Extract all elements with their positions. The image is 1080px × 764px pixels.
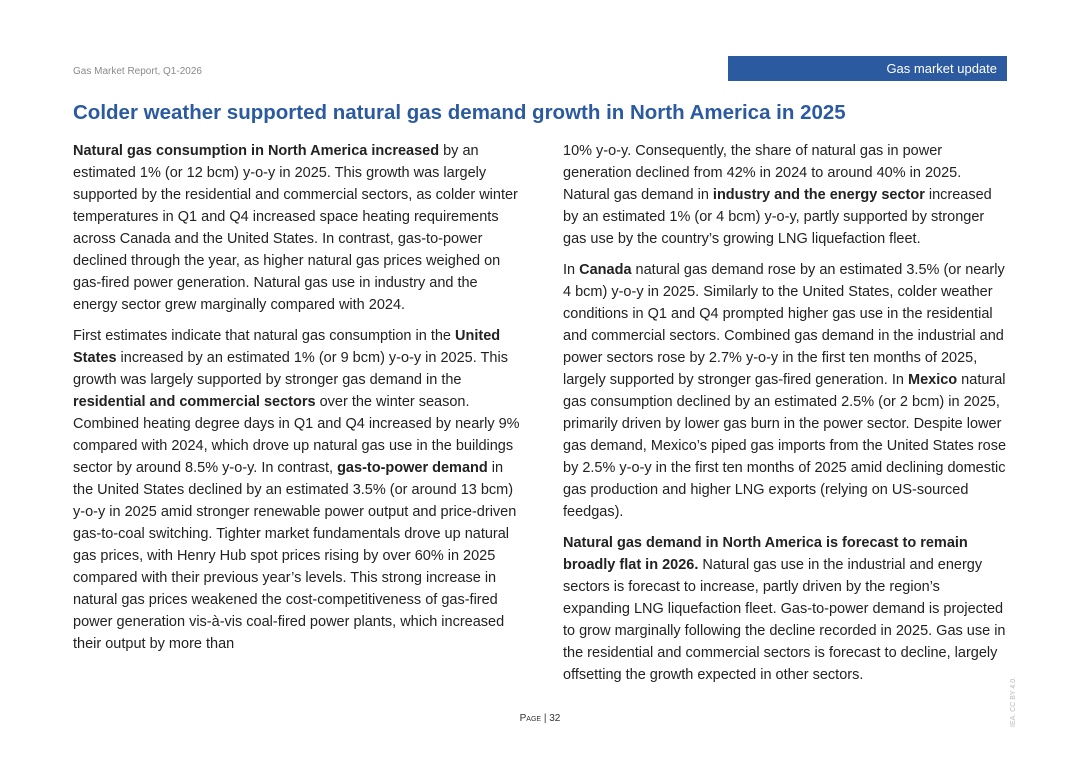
paragraph-text: over the winter season. Combined heating degree days in Q1 and Q4 increased by nearly 9% compared with 2024, which drove up natural gas use in the buildings sector by around 8.5% y-o-y. In contrast,: [73, 394, 520, 476]
page-number-value: 32: [549, 713, 561, 724]
bold-phrase: residential and commercial sectors: [73, 394, 316, 410]
paragraph-canada-mexico: [563, 259, 1010, 523]
page-separator: |: [541, 713, 550, 724]
paragraph-text: First estimates indicate that natural gas consumption in the: [73, 328, 456, 344]
paragraph-united-states: [73, 325, 523, 655]
bold-phrase: United States: [73, 328, 501, 366]
page-title: Colder weather supported natural gas demand growth in North America in 2025: [73, 101, 846, 124]
page-label: Page: [519, 713, 542, 724]
paragraph-text: In: [563, 262, 580, 278]
bold-phrase: Mexico: [907, 372, 958, 388]
paragraph-text: natural gas demand rose by an estimated 3.5% (or nearly 4 bcm) y-o-y in 2025. Similarly to the United States, colder weather conditions in Q1 and Q4 prompted higher gas use in the residential and commercial sectors. Combined gas demand in the industrial and power sectors rose by 2.7% y-o-y in the first ten months of 2025, largely supported by stronger gas-fired generation. In: [563, 262, 1005, 388]
report-name: Gas Market Report, Q1-2026: [73, 66, 202, 77]
bold-phrase: Natural gas demand in North America is forecast to remain broadly flat in 2026.: [563, 535, 968, 573]
paragraph-us-continued: [563, 140, 1010, 250]
paragraph-text: increased by an estimated 1% (or 4 bcm) y-o-y, partly supported by stronger gas use by the country’s growing LNG liquefaction fleet.: [563, 187, 992, 247]
page-number: [0, 713, 1080, 724]
bold-phrase: gas-to-power demand: [337, 460, 488, 476]
bold-phrase: Canada: [579, 262, 632, 278]
bold-phrase: Natural gas consumption in North America increased: [73, 143, 440, 159]
paragraph-text: by an estimated 1% (or 12 bcm) y-o-y in 2025. This growth was largely supported by the residential and commercial sectors, as colder winter temperatures in Q1 and Q4 increased space heating requirements across Canada and the United States. In contrast, gas-to-power declined through the year, as higher natural gas prices weighed on gas-fired power generation. Natural gas use in industry and the energy sector grew marginally compared with 2024.: [73, 143, 518, 313]
left-column: [73, 140, 523, 664]
paragraph-text: in the United States declined by an estimated 3.5% (or around 13 bcm) y-o-y in 2025 amid stronger renewable power output and price-driven gas-to-coal switching. Tighter market fundamentals drove up natural gas prices, with Henry Hub spot prices rising by over 60% in 2025 compared with their previous year’s levels. This strong increase in natural gas prices weakened the cost-competitiveness of gas-fired power generation vis-à-vis coal-fired power plants, which increased their output by more than: [73, 460, 517, 652]
license-note: IEA. CC BY 4.0.: [1010, 676, 1017, 727]
paragraph-text: natural gas consumption declined by an estimated 2.5% (or 2 bcm) in 2025, primarily driven by lower gas burn in the power sector. Despite lower gas demand, Mexico’s piped gas imports from the United States rose by 2.5% y-o-y in the first ten months of 2025 amid declining domestic gas production and higher LNG exports (relying on US-sourced feedgas).: [563, 372, 1007, 520]
paragraph-text: 10% y-o-y. Consequently, the share of natural gas in power generation declined from 42% in 2024 to around 40% in 2025. Natural gas demand in: [563, 143, 962, 203]
right-column: [563, 140, 1010, 695]
section-tab: [728, 56, 1007, 81]
bold-phrase: industry and the energy sector: [712, 187, 925, 203]
section-tab-label: Gas market update: [886, 61, 997, 76]
paragraph-north-america: [73, 140, 523, 316]
paragraph-text: increased by an estimated 1% (or 9 bcm) y-o-y in 2025. This growth was largely supported by stronger gas demand in the: [73, 350, 508, 388]
paragraph-forecast: [563, 532, 1010, 686]
paragraph-text: Natural gas use in the industrial and energy sectors is forecast to increase, partly driven by the region’s expanding LNG liquefaction fleet. Gas-to-power demand is projected to grow marginally following the decline recorded in 2025. Gas use in the residential and commercial sectors is forecast to decline, largely offsetting the growth expected in other sectors.: [563, 557, 1006, 683]
